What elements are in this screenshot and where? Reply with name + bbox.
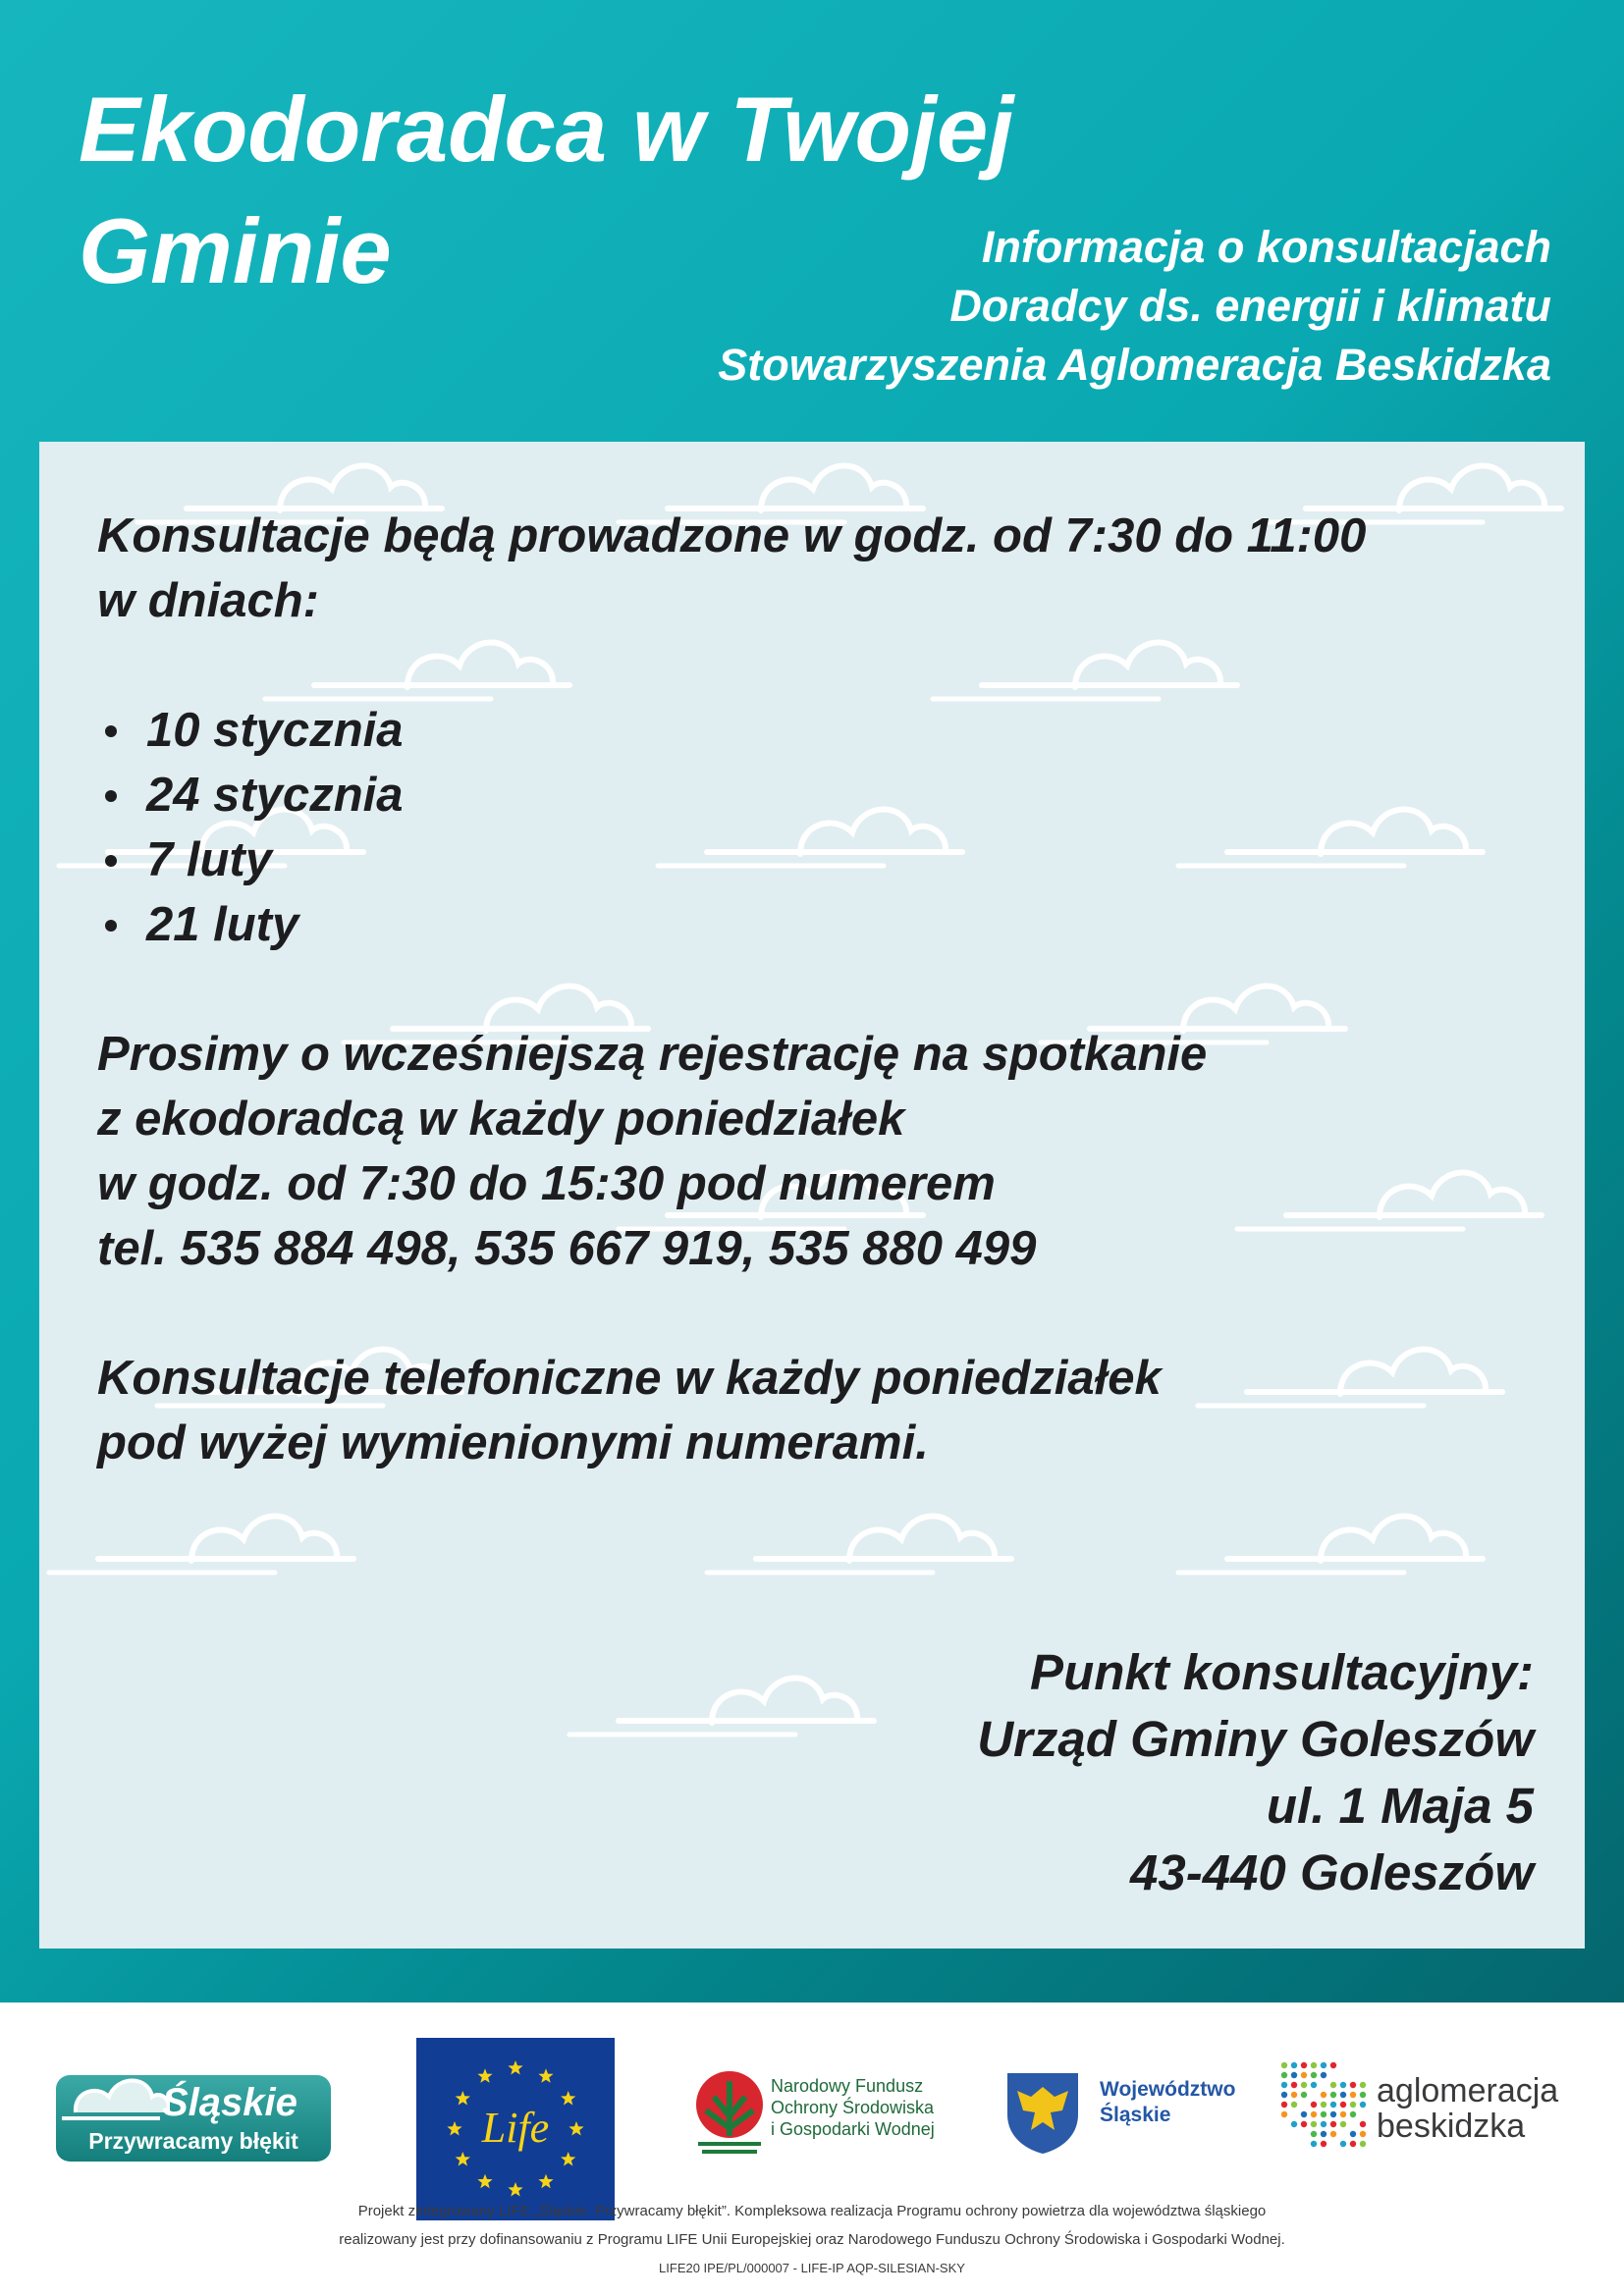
map-dot — [1291, 2102, 1297, 2108]
map-dot — [1340, 2092, 1346, 2098]
map-dot — [1311, 2141, 1317, 2147]
map-dot — [1330, 2111, 1336, 2117]
map-dot — [1340, 2102, 1346, 2108]
map-dot — [1291, 2121, 1297, 2127]
map-dot — [1311, 2062, 1317, 2068]
date-text: 7 luty — [146, 833, 272, 886]
nfosigw-emblem-icon — [692, 2067, 767, 2156]
map-dot — [1330, 2062, 1336, 2068]
map-dot — [1321, 2121, 1326, 2127]
map-dot — [1321, 2102, 1326, 2108]
eu-star — [477, 2174, 492, 2189]
registration-line: tel. 535 884 498, 535 667 919, 535 880 499 — [97, 1222, 1037, 1275]
project-code: LIFE20 IPE/PL/000007 - LIFE-IP AQP-SILESIAN-SKY — [659, 2261, 965, 2275]
title-line: Ekodoradca w Twojej — [79, 78, 1014, 181]
map-dot — [1321, 2062, 1326, 2068]
nfosigw-logo-line: i Gospodarki Wodnej — [771, 2119, 935, 2139]
cloud-icon — [62, 2067, 170, 2126]
address-line: 43-440 Goleszów — [1129, 1844, 1534, 1900]
eu-star — [508, 2060, 522, 2075]
eu-star — [456, 2152, 470, 2166]
address-line: Urząd Gminy Goleszów — [977, 1711, 1534, 1767]
map-dot — [1291, 2092, 1297, 2098]
slaskie-logo — [56, 2067, 331, 2162]
map-dot — [1301, 2111, 1307, 2117]
eu-star — [561, 2091, 575, 2106]
date-item — [97, 892, 1531, 957]
eu-star — [568, 2121, 583, 2136]
map-dot — [1301, 2062, 1307, 2068]
wojewodztwo-logo-line: Śląskie — [1100, 2104, 1171, 2126]
map-dot — [1350, 2141, 1356, 2147]
map-dot — [1340, 2111, 1346, 2117]
map-dot — [1311, 2121, 1317, 2127]
info-panel — [39, 442, 1585, 1949]
map-dot — [1321, 2111, 1326, 2117]
dates-list — [97, 698, 1531, 957]
eu-star — [538, 2068, 553, 2083]
map-dot — [1350, 2131, 1356, 2137]
map-dot — [1311, 2082, 1317, 2088]
map-dot — [1340, 2141, 1346, 2147]
date-text: 24 stycznia — [146, 769, 404, 822]
subtitle-line: Stowarzyszenia Aglomeracja Beskidzka — [718, 340, 1551, 390]
date-item — [97, 698, 1531, 763]
date-item — [97, 828, 1531, 892]
map-dot — [1291, 2072, 1297, 2078]
map-dot — [1281, 2092, 1287, 2098]
map-dot — [1330, 2121, 1336, 2127]
map-dot — [1291, 2082, 1297, 2088]
map-dot — [1350, 2082, 1356, 2088]
date-item — [97, 763, 1531, 828]
registration-line: w godz. od 7:30 do 15:30 pod numerem — [97, 1157, 996, 1210]
aglomeracja-logo-line: aglomeracja — [1377, 2072, 1559, 2109]
map-dot — [1350, 2111, 1356, 2117]
map-dot — [1350, 2092, 1356, 2098]
nfosigw-logo-text — [771, 2075, 935, 2140]
map-dot — [1360, 2082, 1366, 2088]
date-text: 10 stycznia — [146, 704, 404, 757]
intro-line: Konsultacje będą prowadzone w godz. od 7:30 do 11:00 — [97, 509, 1367, 562]
map-dot — [1311, 2111, 1317, 2117]
eu-star — [538, 2174, 553, 2189]
dot-map-icon — [1278, 2059, 1373, 2154]
map-dot — [1281, 2062, 1287, 2068]
map-dot — [1281, 2102, 1287, 2108]
slaskie-logo-name: Śląskie — [162, 2081, 298, 2124]
map-dot — [1360, 2131, 1366, 2137]
map-dot — [1301, 2121, 1307, 2127]
map-dot — [1311, 2131, 1317, 2137]
map-dot — [1281, 2082, 1287, 2088]
map-dot — [1321, 2131, 1326, 2137]
eu-star — [508, 2182, 522, 2197]
phone-consult-line: Konsultacje telefoniczne w każdy poniedziałek — [97, 1352, 1162, 1405]
subtitle-line: Doradcy ds. energii i klimatu — [949, 281, 1551, 331]
bullet-icon — [105, 855, 117, 867]
registration-line: z ekodoradcą w każdy poniedziałek — [97, 1093, 905, 1146]
map-dot — [1330, 2102, 1336, 2108]
map-dot — [1350, 2102, 1356, 2108]
map-dot — [1291, 2062, 1297, 2068]
map-dot — [1321, 2092, 1326, 2098]
eu-life-logo — [416, 2038, 615, 2220]
title-line: Gminie — [79, 199, 392, 302]
life-logo-text: Life — [481, 2104, 550, 2152]
map-dot — [1360, 2141, 1366, 2147]
consultation-address — [977, 1639, 1534, 1906]
nfosigw-logo-line: Ochrony Środowiska — [771, 2098, 935, 2117]
map-dot — [1360, 2092, 1366, 2098]
map-dot — [1330, 2131, 1336, 2137]
map-dot — [1311, 2102, 1317, 2108]
date-text: 21 luty — [146, 898, 299, 951]
aglomeracja-beskidzka-logo — [1278, 2059, 1573, 2158]
registration-line: Prosimy o wcześniejszą rejestrację na spotkanie — [97, 1028, 1208, 1081]
footnote-line: realizowany jest przy dofinansowaniu z Programu LIFE Unii Europejskiej oraz Narodowego Funduszu Ochrony Środowiska i Gospodarki Wodnej. — [339, 2231, 1285, 2248]
footnote-line: Projekt zintegrowany LIFE „Śląskie. Przywracamy błękit”. Kompleksowa realizacja Programu ochrony powietrza dla województwa śląskiego — [357, 2203, 1267, 2219]
map-dot — [1360, 2102, 1366, 2108]
map-dot — [1301, 2072, 1307, 2078]
phone-consult-line: pod wyżej wymienionymi numerami. — [97, 1416, 929, 1469]
eu-star — [456, 2091, 470, 2106]
nfosigw-logo — [692, 2067, 947, 2165]
slaskie-logo-tagline: Przywracamy błękit — [88, 2128, 298, 2154]
eu-star — [561, 2152, 575, 2166]
subtitle-line: Informacja o konsultacjach — [981, 222, 1551, 272]
intro-line: w dniach: — [97, 574, 319, 627]
map-dot — [1301, 2092, 1307, 2098]
wojewodztwo-logo-line: Województwo — [1100, 2078, 1236, 2101]
address-line: ul. 1 Maja 5 — [1266, 1778, 1534, 1834]
nfosigw-logo-line: Narodowy Fundusz — [771, 2076, 924, 2096]
map-dot — [1321, 2141, 1326, 2147]
eu-star — [447, 2121, 461, 2136]
aglomeracja-logo-text — [1377, 2073, 1558, 2144]
bullet-icon — [105, 790, 117, 802]
consultation-info — [97, 504, 1531, 1475]
aglomeracja-logo-line: beskidzka — [1377, 2108, 1526, 2145]
eu-stars-icon — [416, 2038, 615, 2220]
bullet-icon — [105, 725, 117, 737]
eu-star — [477, 2068, 492, 2083]
map-dot — [1340, 2121, 1346, 2127]
bullet-icon — [105, 920, 117, 932]
map-dot — [1311, 2072, 1317, 2078]
wojewodztwo-slaskie-logo — [1001, 2067, 1257, 2165]
map-dot — [1301, 2082, 1307, 2088]
map-dot — [1321, 2072, 1326, 2078]
map-dot — [1330, 2082, 1336, 2088]
subtitle — [718, 218, 1551, 395]
map-dot — [1281, 2111, 1287, 2117]
address-line: Punkt konsultacyjny: — [1030, 1644, 1534, 1700]
map-dot — [1340, 2082, 1346, 2088]
eagle-coat-of-arms-icon — [1001, 2067, 1084, 2156]
map-dot — [1360, 2121, 1366, 2127]
map-dot — [1330, 2092, 1336, 2098]
funding-footnote — [0, 2197, 1624, 2282]
wojewodztwo-logo-text — [1100, 2077, 1235, 2128]
map-dot — [1281, 2072, 1287, 2078]
